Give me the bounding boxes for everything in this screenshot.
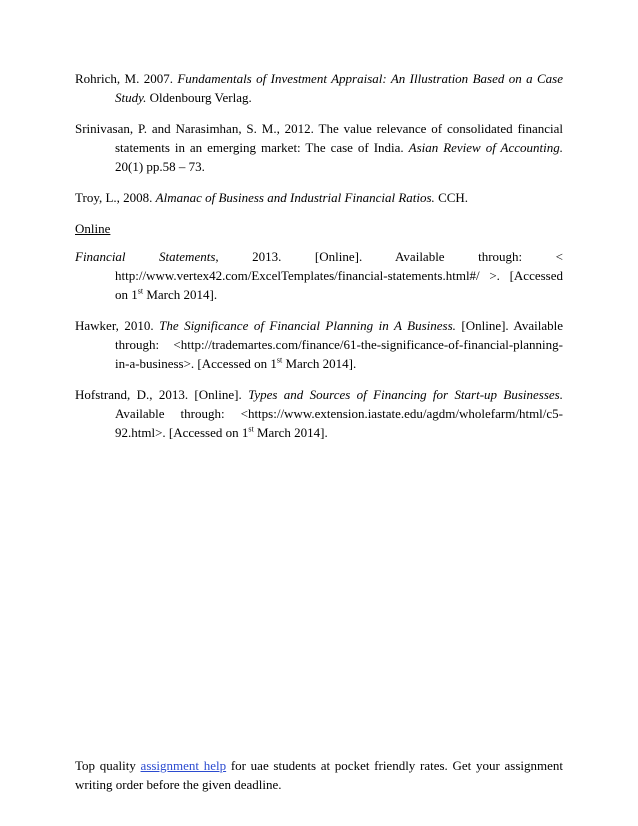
ref-title: Asian Review of Accounting. bbox=[408, 140, 563, 155]
ref-accessed: March 2014]. bbox=[282, 356, 357, 371]
online-heading: Online bbox=[75, 221, 111, 236]
assignment-help-link[interactable]: assignment help bbox=[140, 758, 227, 773]
footer-promo bbox=[75, 756, 563, 794]
reference-hofstrand bbox=[75, 385, 563, 442]
ref-ordinal: st bbox=[137, 286, 144, 296]
reference-srinivasan bbox=[75, 119, 563, 176]
ref-authors: Hofstrand, D., 2013. [Online]. bbox=[75, 387, 249, 402]
ref-ordinal: st bbox=[276, 355, 283, 365]
ref-authors: Rohrich, M. 2007. bbox=[75, 71, 178, 86]
ref-pages: 20(1) pp.58 – 73. bbox=[115, 159, 205, 174]
ref-accessed: March 2014]. bbox=[253, 425, 328, 440]
ref-title: Fundamentals of Investment Appraisal: An Illustration Based on a Case Study. bbox=[115, 71, 563, 105]
references-section bbox=[75, 69, 563, 454]
ref-details: [Online]. Available through: <http://trademartes.com/finance/61-the-significance-of-financial-planning-in-a-business>. [Accessed on 1 bbox=[115, 318, 563, 371]
reference-financial-statements bbox=[75, 247, 563, 304]
footer-text-after: for uae students at pocket friendly rates. Get your assignment writing order before the given deadline. bbox=[75, 758, 563, 792]
ref-details: Available through: <https://www.extension.iastate.edu/agdm/wholefarm/html/c5-92.html>. [Accessed on 1 bbox=[115, 406, 563, 440]
ref-authors: Troy, L., 2008. bbox=[75, 190, 156, 205]
ref-title: Financial Statements bbox=[75, 249, 216, 264]
footer-text-before: Top quality bbox=[75, 758, 141, 773]
ref-title: Types and Sources of Financing for Start-up Businesses. bbox=[248, 387, 563, 402]
reference-troy bbox=[75, 188, 563, 207]
ref-title: Almanac of Business and Industrial Financial Ratios. bbox=[155, 190, 435, 205]
reference-hawker bbox=[75, 316, 563, 373]
ref-authors: Hawker, 2010. bbox=[75, 318, 160, 333]
ref-publisher: CCH. bbox=[434, 190, 469, 205]
ref-ordinal: st bbox=[248, 424, 254, 434]
ref-title: The Significance of Financial Planning in A Business. bbox=[159, 318, 456, 333]
ref-publisher: Oldenbourg Verlag. bbox=[146, 90, 252, 105]
ref-details: , 2013. [Online]. Available through: < http://www.vertex42.com/ExcelTemplates/financial-statements.html#/ >. [Accessed on 1 bbox=[115, 249, 563, 302]
ref-authors: Srinivasan, P. and Narasimhan, S. M., 2012. The value relevance of consolidated financial statements in an emerging market: The case of India. bbox=[75, 121, 563, 155]
ref-accessed: March 2014]. bbox=[143, 287, 218, 302]
reference-rohrich bbox=[75, 69, 563, 107]
